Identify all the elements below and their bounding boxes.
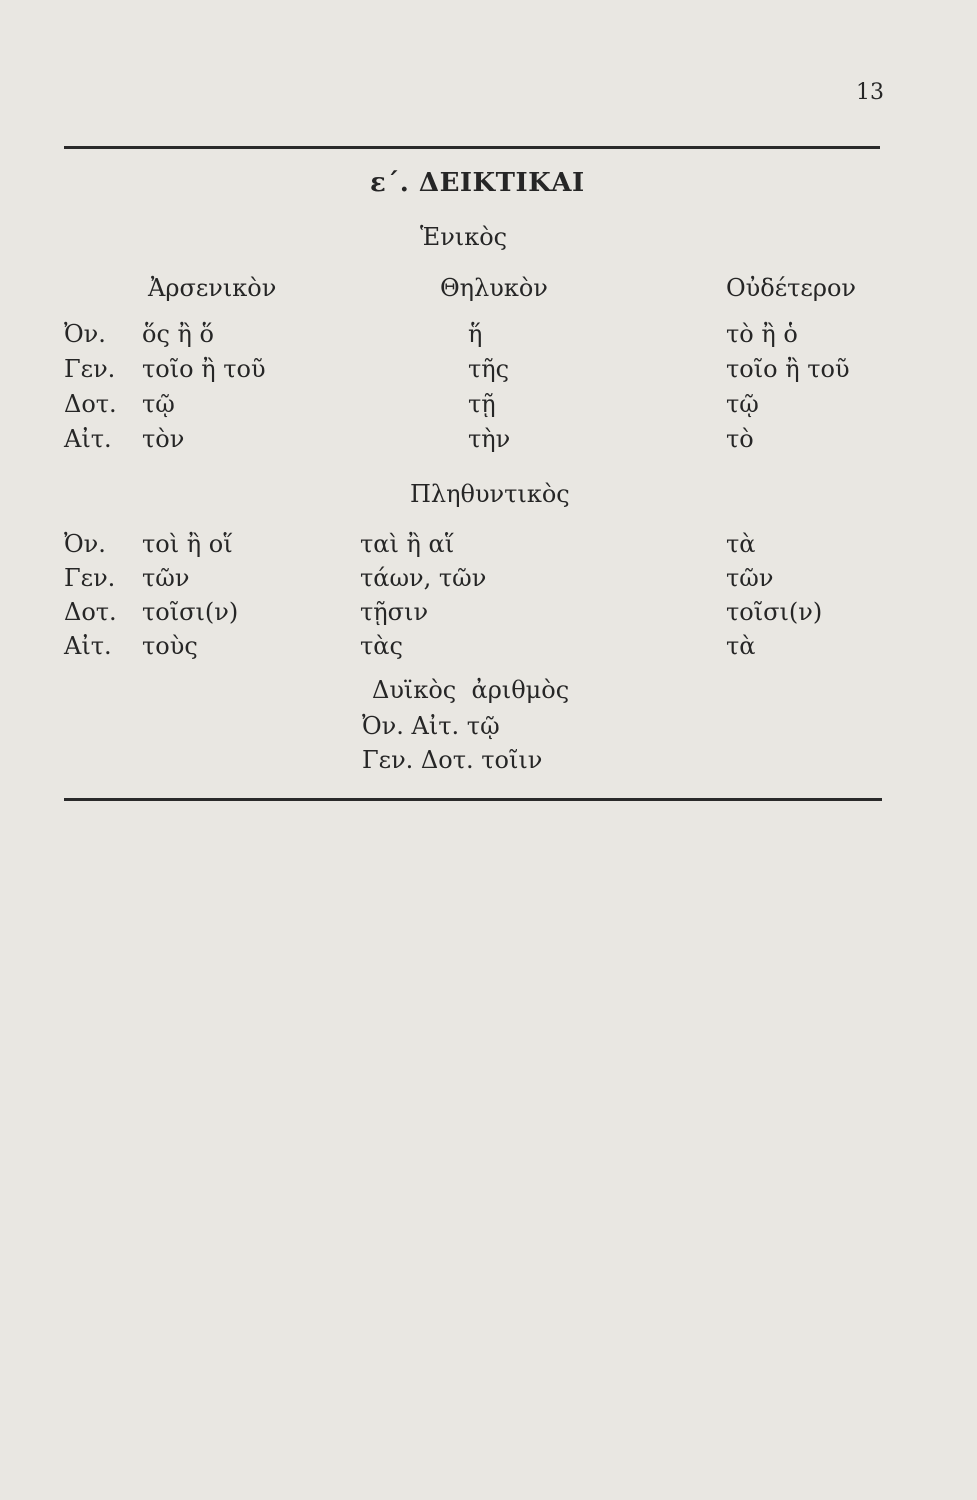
section-title: ε΄. ΔΕΙΚΤΙΚΑΙ [370, 168, 585, 198]
top-rule [64, 146, 880, 149]
plural-case-label: Δοτ. [64, 598, 117, 626]
plural-feminine-form: τάων, τῶν [360, 564, 487, 592]
plural-neuter-form: τὰ [726, 530, 756, 558]
singular-feminine-form: ἥ [468, 320, 483, 348]
dual-heading: Δυϊκὸς ἀριθμὸς [372, 676, 570, 704]
singular-case-label: Ὀν. [64, 320, 106, 348]
singular-feminine-form: τῇ [468, 390, 496, 418]
singular-feminine-form: τὴν [468, 425, 511, 453]
singular-neuter-form: τοῖο ἢ τοῦ [726, 355, 850, 383]
plural-heading: Πληθυντικὸς [410, 480, 570, 508]
singular-case-label: Γεν. [64, 355, 116, 383]
plural-case-label: Αἰτ. [64, 632, 112, 660]
plural-neuter-form: τὰ [726, 632, 756, 660]
dual-line: Γεν. Δοτ. τοῖιν [362, 746, 543, 774]
plural-case-label: Γεν. [64, 564, 116, 592]
dual-line: Ὀν. Αἰτ. τῷ [362, 712, 500, 740]
bottom-rule [64, 798, 882, 801]
column-masculine: Ἀρσενικὸν [148, 274, 277, 302]
singular-masculine-form: ὅς ἢ ὅ [142, 320, 214, 348]
plural-feminine-form: τὰς [360, 632, 403, 660]
plural-neuter-form: τοῖσι(ν) [726, 598, 823, 626]
singular-case-label: Δοτ. [64, 390, 117, 418]
column-neuter: Οὐδέτερον [726, 274, 857, 302]
plural-masculine-form: τοὶ ἢ οἵ [142, 530, 233, 558]
plural-feminine-form: ταὶ ἢ αἵ [360, 530, 455, 558]
plural-case-label: Ὀν. [64, 530, 106, 558]
plural-masculine-form: τοὺς [142, 632, 198, 660]
plural-feminine-form: τῇσιν [360, 598, 429, 626]
singular-neuter-form: τὸ ἢ ὁ [726, 320, 798, 348]
singular-neuter-form: τῷ [726, 390, 759, 418]
singular-masculine-form: τὸν [142, 425, 185, 453]
plural-neuter-form: τῶν [726, 564, 774, 592]
singular-case-label: Αἰτ. [64, 425, 112, 453]
plural-masculine-form: τῶν [142, 564, 190, 592]
page-number: 13 [856, 80, 884, 105]
singular-neuter-form: τὸ [726, 425, 754, 453]
column-feminine: Θηλυκὸν [440, 274, 548, 302]
singular-masculine-form: τῷ [142, 390, 175, 418]
singular-heading: Ἑνικὸς [420, 223, 508, 251]
singular-feminine-form: τῆς [468, 355, 510, 383]
singular-masculine-form: τοῖο ἢ τοῦ [142, 355, 266, 383]
plural-masculine-form: τοῖσι(ν) [142, 598, 239, 626]
